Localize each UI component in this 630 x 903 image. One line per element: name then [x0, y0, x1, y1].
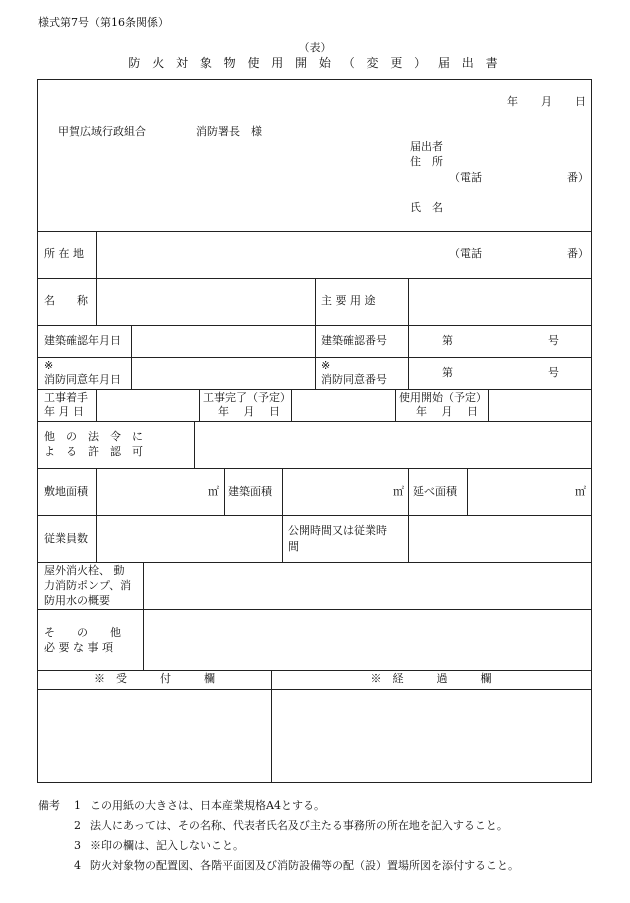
fire-consent-mark: ※: [44, 359, 54, 372]
site-area-label: 敷地面積: [44, 485, 88, 498]
col-divider: [467, 468, 468, 515]
phone-close: 番）: [567, 171, 589, 184]
location-label: 所 在 地: [44, 247, 84, 260]
col-divider: [224, 468, 225, 515]
number-suffix: 号: [548, 366, 559, 379]
col-divider: [395, 389, 396, 421]
number-prefix: 第: [442, 334, 453, 347]
note-text: 法人にあっては、その名称、代表者氏名及び主たる事務所の所在地を記入すること。: [90, 819, 508, 832]
row-divider: [38, 562, 591, 563]
addressee-title: 消防署長 様: [196, 125, 262, 138]
other-matters-sub: 必 要 な 事 項: [44, 641, 113, 654]
main-use-label: 主 要 用 途: [321, 294, 376, 307]
col-divider: [96, 278, 97, 325]
note-text: ※印の欄は、記入しないこと。: [90, 839, 244, 852]
other-matters-label: そ の 他: [44, 626, 121, 639]
notes-label: 備考: [38, 799, 60, 812]
col-divider: [96, 468, 97, 515]
date-month: 月: [541, 95, 552, 108]
row-divider: [38, 670, 591, 671]
col-divider: [282, 515, 283, 562]
fire-consent-date-label: 消防同意年月日: [44, 373, 121, 386]
number-suffix: 号: [548, 334, 559, 347]
notifier-label: 届出者: [410, 140, 443, 153]
col-divider: [194, 421, 195, 468]
note-number: 1: [74, 799, 81, 812]
note-number: 2: [74, 819, 81, 832]
col-divider: [408, 325, 409, 389]
outdoor-equipment-label-2: 力消防ポンプ、消: [44, 579, 132, 592]
note-number: 3: [74, 839, 81, 852]
form-table: [37, 79, 592, 783]
row-divider: [38, 609, 591, 610]
hours-label: 公開時間又は従業時: [288, 524, 387, 537]
col-divider: [271, 670, 272, 783]
row-divider: [38, 689, 591, 690]
date-day: 日: [575, 95, 586, 108]
row-divider: [38, 231, 591, 232]
col-divider: [143, 562, 144, 670]
note-text: この用紙の大きさは、日本産業規格A4とする。: [90, 799, 325, 812]
col-divider: [488, 389, 489, 421]
phone-open: （電話: [449, 171, 482, 184]
name-field-label: 名 称: [44, 294, 88, 307]
number-prefix: 第: [442, 366, 453, 379]
site-area-unit: ㎡: [208, 485, 219, 498]
fire-consent-number-label: 消防同意番号: [321, 373, 387, 386]
employees-label: 従業員数: [44, 532, 88, 545]
reception-column-header: ※ 受 付 欄: [94, 672, 215, 685]
row-divider: [38, 468, 591, 469]
fire-consent-number-mark: ※: [321, 359, 331, 372]
building-area-unit: ㎡: [393, 485, 404, 498]
row-divider: [38, 421, 591, 422]
col-divider: [199, 389, 200, 421]
use-start-label: 使用開始（予定）: [399, 391, 487, 404]
addressee-org: 甲賀広域行政組合: [58, 125, 146, 138]
build-confirm-number-label: 建築確認番号: [321, 334, 387, 347]
floor-area-unit: ㎡: [575, 485, 586, 498]
col-divider: [291, 389, 292, 421]
col-divider: [282, 468, 283, 515]
name-label: 氏 名: [410, 201, 443, 214]
construction-end-sub: 年 月 日: [218, 405, 280, 418]
hours-label-cont: 間: [288, 540, 299, 553]
col-divider: [315, 325, 316, 389]
progress-column-header: ※ 経 過 欄: [370, 672, 492, 685]
building-area-label: 建築面積: [228, 485, 272, 498]
construction-start-sub: 年 月 日: [44, 405, 84, 418]
col-divider: [408, 515, 409, 562]
col-divider: [408, 468, 409, 515]
row-divider: [38, 389, 591, 390]
col-divider: [408, 278, 409, 325]
col-divider: [96, 231, 97, 278]
form-number: 様式第7号（第16条関係）: [38, 16, 169, 29]
address-label: 住 所: [410, 155, 443, 168]
col-divider: [131, 325, 132, 389]
other-law-sub: よ る 許 認 可: [44, 445, 143, 458]
construction-end-label: 工事完了（予定）: [203, 391, 291, 404]
use-start-sub: 年 月 日: [416, 405, 478, 418]
location-phone-close: 番）: [567, 247, 589, 260]
row-divider: [38, 515, 591, 516]
form-title: 防 火 対 象 物 使 用 開 始 （ 変 更 ） 届 出 書: [128, 56, 502, 70]
form-side-label: （表）: [298, 41, 332, 54]
location-phone-open: （電話: [449, 247, 482, 260]
note-text: 防火対象物の配置図、各階平面図及び消防設備等の配（設）置場所図を添付すること。: [90, 859, 519, 872]
col-divider: [315, 278, 316, 325]
note-number: 4: [74, 859, 81, 872]
col-divider: [96, 515, 97, 562]
outdoor-equipment-label-3: 防用水の概要: [44, 594, 110, 607]
other-law-label: 他 の 法 令 に: [44, 430, 143, 443]
floor-area-label: 延べ面積: [413, 485, 457, 498]
construction-start-label: 工事着手: [44, 391, 88, 404]
build-confirm-date-label: 建築確認年月日: [44, 334, 121, 347]
col-divider: [96, 389, 97, 421]
date-year: 年: [507, 95, 518, 108]
outdoor-equipment-label: 屋外消火栓、 動: [44, 564, 125, 577]
